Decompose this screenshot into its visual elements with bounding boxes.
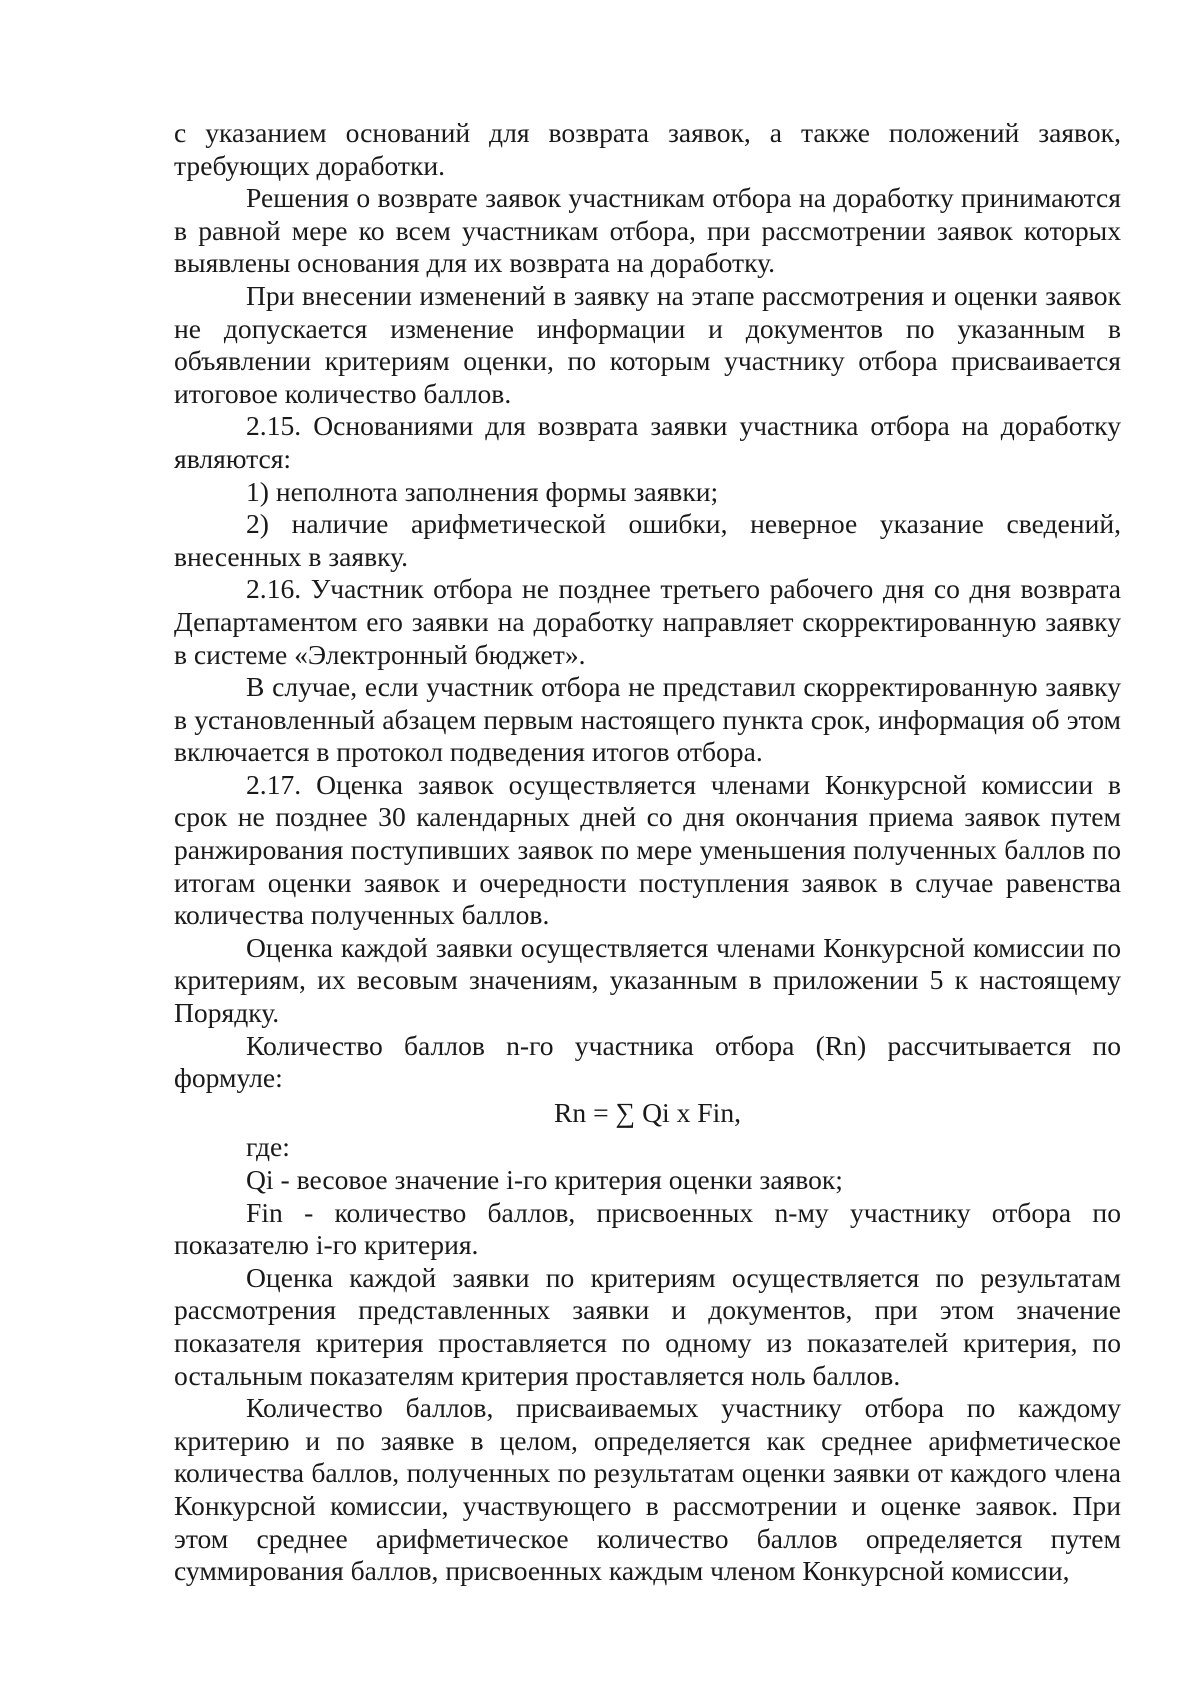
formula: Rn = ∑ Qi x Fin,: [553, 1096, 742, 1128]
paragraph: Оценка каждой заявки по критериям осуществляется по результатам рассмотрения представленных заявки и документов, при этом значение показателя критерия проставляется по одному из показателей критерия, по остальным показателям критерия проставляется ноль баллов.: [174, 1261, 1121, 1391]
paragraph: с указанием оснований для возврата заявок, а также положений заявок, требующих доработки.: [174, 117, 1121, 181]
paragraph: где:: [246, 1131, 290, 1163]
document-body: [174, 117, 1121, 1588]
paragraph: 2.16. Участник отбора не позднее третьего рабочего дня со дня возврата Департаментом его заявки на доработку направляет скорректированную заявку в системе «Электронный бюджет».: [174, 573, 1121, 670]
paragraph: 2.15. Основаниями для возврата заявки участника отбора на доработку являются:: [174, 410, 1121, 474]
paragraph: Оценка каждой заявки осуществляется членами Конкурсной комиссии по критериям, их весовым значениям, указанным в приложении 5 к настоящему Порядку.: [174, 931, 1121, 1029]
paragraph: Решения о возврате заявок участникам отбора на доработку принимаются в равной мере ко всем участникам отбора, при рассмотрении заявок которых выявлены основания для их возврата на доработку.: [174, 182, 1121, 279]
paragraph: Количество баллов, присваиваемых участнику отбора по каждому критерию и по заявке в целом, определяется как среднее арифметическое количества баллов, полученных по результатам оценки заявки от каждого члена Конкурсной комиссии, участвующего в рассмотрении и оценке заявок. При этом среднее арифметическое количество баллов определяется путем суммирования баллов, присвоенных каждым членом Конкурсной комиссии,: [174, 1392, 1121, 1587]
definition-item: Qi - весовое значение i-го критерия оценки заявок;: [246, 1164, 843, 1195]
paragraph: При внесении изменений в заявку на этапе рассмотрения и оценки заявок не допускается изменение информации и документов по указанным в объявлении критериям оценки, по которым участнику отбора присваивается итоговое количество баллов.: [174, 279, 1121, 409]
list-item: 2) наличие арифметической ошибки, неверное указание сведений, внесенных в заявку.: [174, 508, 1121, 572]
paragraph: 2.17. Оценка заявок осуществляется членами Конкурсной комиссии в срок не позднее 30 календарных дней со дня окончания приема заявок путем ранжирования поступивших заявок по мере уменьшения полученных баллов по итогам оценки заявок и очередности поступления заявок в случае равенства количества полученных баллов.: [174, 768, 1121, 931]
paragraph: Количество баллов n-го участника отбора (Rn) рассчитывается по формуле:: [174, 1029, 1121, 1094]
definition-item: Fin - количество баллов, присвоенных n-му участнику отбора по показателю i-го критерия.: [174, 1196, 1121, 1261]
list-item: 1) неполнота заполнения формы заявки;: [246, 475, 719, 507]
paragraph: В случае, если участник отбора не представил скорректированную заявку в установленный абзацем первым настоящего пункта срок, информация об этом включается в протокол подведения итогов отбора.: [174, 671, 1121, 768]
